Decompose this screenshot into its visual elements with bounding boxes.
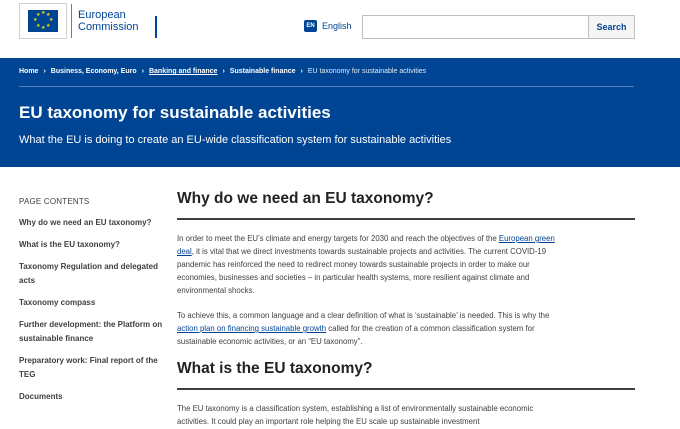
text: To achieve this, a common language and a clear definition of what is ‘sustainable’ is needed. This is why the — [177, 311, 550, 320]
search-button[interactable]: Search — [589, 15, 635, 39]
chevron-right-icon: › — [300, 68, 303, 75]
european-green-deal-link[interactable]: European green deal — [177, 234, 555, 256]
eu-flag-icon: ★ ★ ★ ★ ★ ★ ★ ★ — [19, 3, 67, 39]
chevron-right-icon: › — [43, 68, 46, 75]
breadcrumb-business[interactable]: Business, Economy, Euro — [50, 68, 137, 75]
toc-item-compass[interactable]: Taxonomy compass — [19, 298, 96, 307]
search-input[interactable] — [362, 15, 589, 39]
language-icon: EN — [304, 20, 317, 32]
page-contents-nav — [19, 197, 164, 412]
page-subtitle: What the EU is doing to create an EU-wide classification system for sustainable activities — [19, 134, 452, 146]
logo-accent-bar — [155, 16, 157, 38]
page-title: EU taxonomy for sustainable activities — [19, 103, 331, 122]
section-title-why: Why do we need an EU taxonomy? — [177, 190, 635, 220]
page-header-band — [0, 58, 680, 167]
section-title-what: What is the EU taxonomy? — [177, 360, 635, 390]
breadcrumb — [19, 68, 426, 75]
main-content — [177, 190, 635, 428]
band-divider — [19, 86, 634, 87]
ec-logo[interactable] — [19, 0, 159, 42]
toc-item-what[interactable]: What is the EU taxonomy? — [19, 240, 120, 249]
text: , it is vital that we direct investments towards sustainable projects and activities. The current COVID-19 pandemic has reinforced the need to redirect money towards sustainable projects in order to make our economies, businesses and societies – in particular health systems, more resilient against climate and environmental shocks. — [177, 247, 547, 295]
breadcrumb-sustainable-finance[interactable]: Sustainable finance — [229, 68, 296, 75]
text: called for the creation of a common classification system for sustainable economic activities, or an “EU taxonomy”. — [177, 324, 535, 346]
text: In order to meet the EU’s climate and energy targets for 2030 and reach the objectives of the — [177, 234, 499, 243]
paragraph-why-2 — [177, 309, 562, 348]
toc-item-regulation[interactable]: Taxonomy Regulation and delegated acts — [19, 262, 158, 285]
logo-text — [78, 9, 139, 33]
language-selector[interactable] — [304, 20, 352, 32]
toc-item-why[interactable]: Why do we need an EU taxonomy? — [19, 218, 152, 227]
breadcrumb-banking[interactable]: Banking and finance — [148, 68, 218, 75]
site-header — [0, 0, 680, 58]
chevron-right-icon: › — [222, 68, 225, 75]
paragraph-why-1 — [177, 232, 562, 297]
toc-item-teg[interactable]: Preparatory work: Final report of the TEG — [19, 356, 158, 379]
chevron-right-icon: › — [141, 68, 144, 75]
language-label: English — [322, 21, 352, 31]
logo-line-2: Commission — [78, 21, 139, 33]
action-plan-link[interactable]: action plan on financing sustainable growth — [177, 324, 327, 333]
logo-line-1: European — [78, 9, 126, 21]
breadcrumb-current: EU taxonomy for sustainable activities — [307, 68, 427, 75]
logo-divider — [71, 4, 72, 38]
breadcrumb-home[interactable]: Home — [19, 68, 39, 75]
toc-item-platform[interactable]: Further development: the Platform on sustainable finance — [19, 320, 163, 343]
paragraph-what-1: The EU taxonomy is a classification system, establishing a list of environmentally sustainable economic activities. It could play an important role helping the EU scale up sustainable investment — [177, 404, 534, 426]
toc-item-documents[interactable]: Documents — [19, 392, 63, 401]
page-contents-heading: PAGE CONTENTS — [19, 197, 90, 206]
